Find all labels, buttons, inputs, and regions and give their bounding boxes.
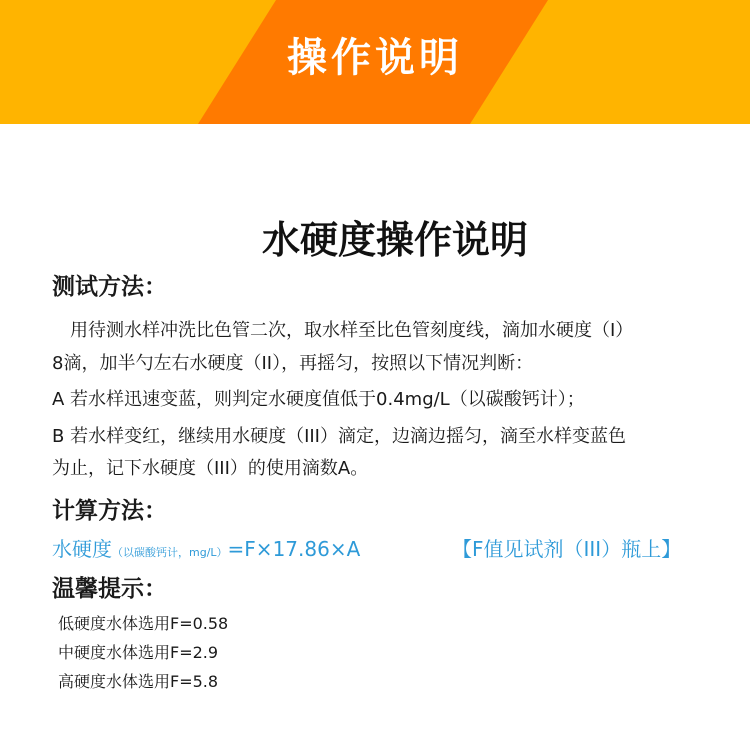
test-method-line: 8滴，加半勺左右水硬度（II），再摇匀，按照以下情况判断： xyxy=(52,353,534,374)
formula-name: 水硬度 xyxy=(52,537,112,561)
test-method-heading: 测试方法： xyxy=(52,274,167,300)
formula-unit: （以碳酸钙计，mg/L） xyxy=(112,546,228,559)
test-method-line: 用待测水样冲洗比色管二次，取水样至比色管刻度线，滴加水硬度（I） xyxy=(52,320,634,341)
tip-item: 中硬度水体选用F=2.9 xyxy=(58,643,219,662)
test-method-line: B 若水样变红，继续用水硬度（III）滴定，边滴边摇匀，滴至水样变蓝色 xyxy=(52,426,626,447)
banner-title: 操作说明 xyxy=(287,35,463,81)
calc-method-heading: 计算方法： xyxy=(52,498,167,524)
header-banner xyxy=(0,0,750,124)
formula-expression: =F×17.86×A xyxy=(227,537,361,561)
formula xyxy=(52,534,682,568)
tip-item: 低硬度水体选用F=0.58 xyxy=(58,614,229,633)
tips-heading: 温馨提示： xyxy=(52,576,167,602)
tip-item: 高硬度水体选用F=5.8 xyxy=(58,672,219,691)
test-method-line: A 若水样迅速变蓝，则判定水硬度值低于0.4mg/L（以碳酸钙计）； xyxy=(52,389,585,410)
formula-note: 【F值见试剂（III）瓶上】 xyxy=(452,537,682,561)
document-title: 水硬度操作说明 xyxy=(261,218,528,262)
test-method-line: 为止，记下水硬度（III）的使用滴数A。 xyxy=(52,458,369,479)
